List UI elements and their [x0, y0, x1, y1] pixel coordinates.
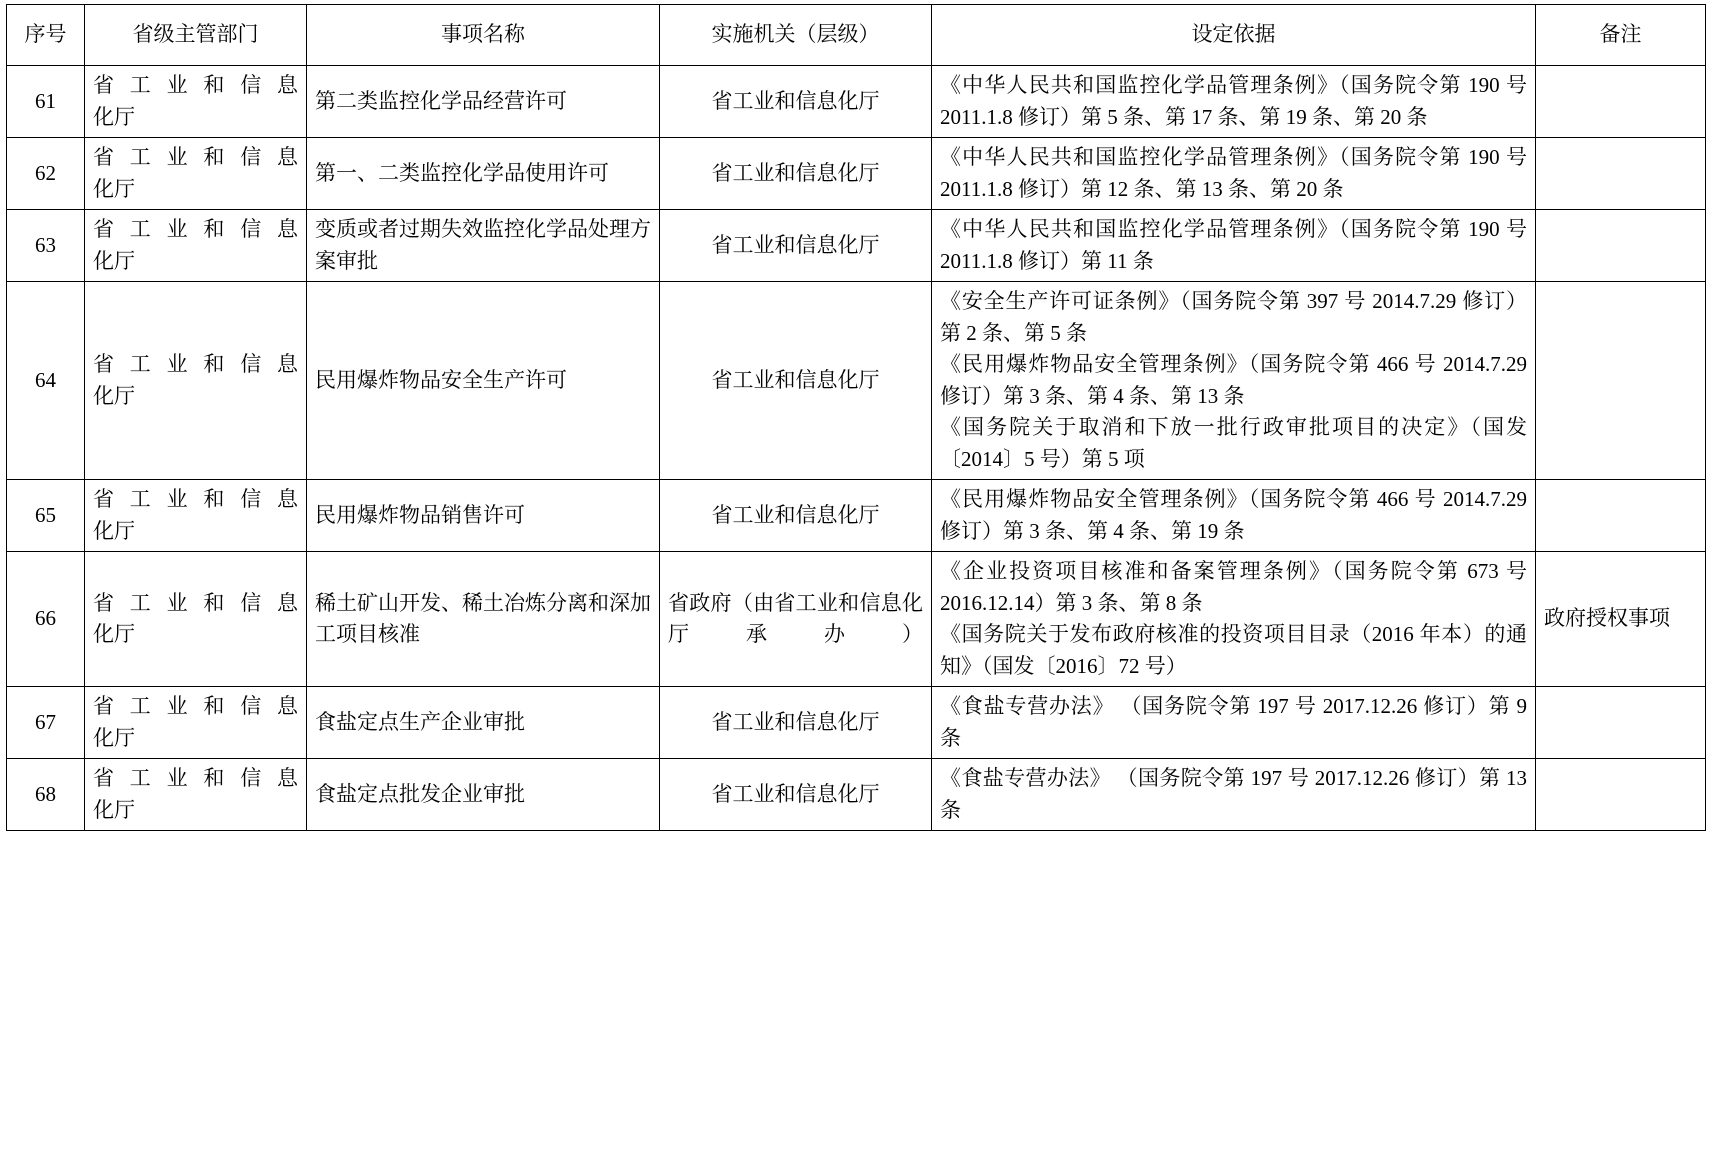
basis-paragraph: 《安全生产许可证条例》（国务院令第 397 号 2014.7.29 修订）第 2 条、第 5 条 [940, 289, 1527, 345]
cell-item-name: 第一、二类监控化学品使用许可 [307, 138, 660, 210]
cell-basis [932, 687, 1536, 759]
cell-agency: 省工业和信息化厅 [660, 210, 932, 282]
cell-basis [932, 210, 1536, 282]
dept-line-2: 化厅 [93, 797, 135, 822]
basis-paragraph: 《食盐专营办法》 （国务院令第 197 号 2017.12.26 修订）第 13 条 [940, 766, 1527, 822]
cell-remark [1536, 210, 1706, 282]
basis-paragraph: 《民用爆炸物品安全管理条例》（国务院令第 466 号 2014.7.29 修订）第 3 条、第 4 条、第 13 条 [940, 352, 1527, 408]
column-header-agency: 实施机关（层级） [660, 5, 932, 66]
cell-department [85, 210, 307, 282]
cell-item-name: 变质或者过期失效监控化学品处理方案审批 [307, 210, 660, 282]
cell-seq: 65 [7, 480, 85, 552]
cell-department [85, 138, 307, 210]
basis-paragraph: 《国务院关于取消和下放一批行政审批项目的决定》（国发〔2014〕5 号）第 5 项 [940, 415, 1527, 471]
administrative-items-table [6, 4, 1706, 831]
cell-remark [1536, 282, 1706, 480]
table-row [7, 210, 1706, 282]
basis-paragraph: 《中华人民共和国监控化学品管理条例》（国务院令第 190 号 2011.1.8 修订）第 12 条、第 13 条、第 20 条 [940, 145, 1527, 201]
cell-remark: 政府授权事项 [1536, 552, 1706, 687]
cell-item-name: 食盐定点批发企业审批 [307, 759, 660, 831]
table-row [7, 66, 1706, 138]
basis-paragraph: 《民用爆炸物品安全管理条例》（国务院令第 466 号 2014.7.29 修订）第 3 条、第 4 条、第 19 条 [940, 487, 1527, 543]
cell-agency: 省工业和信息化厅 [660, 480, 932, 552]
cell-item-name: 民用爆炸物品销售许可 [307, 480, 660, 552]
cell-basis [932, 138, 1536, 210]
dept-line-2: 化厅 [93, 248, 135, 273]
cell-agency: 省工业和信息化厅 [660, 138, 932, 210]
dept-line-1: 省工业和信息 [93, 766, 298, 790]
dept-line-1: 省工业和信息 [93, 217, 298, 241]
basis-paragraph: 《国务院关于发布政府核准的投资项目目录（2016 年本）的通知》（国发〔2016〕72 号） [940, 622, 1527, 678]
cell-item-name: 第二类监控化学品经营许可 [307, 66, 660, 138]
cell-department [85, 687, 307, 759]
table-row [7, 480, 1706, 552]
cell-seq: 64 [7, 282, 85, 480]
dept-line-2: 化厅 [93, 725, 135, 750]
dept-line-1: 省工业和信息 [93, 590, 298, 615]
table-header [7, 5, 1706, 66]
cell-department [85, 282, 307, 480]
cell-item-name: 民用爆炸物品安全生产许可 [307, 282, 660, 480]
column-header-seq: 序号 [7, 5, 85, 66]
cell-remark [1536, 66, 1706, 138]
basis-paragraph: 《食盐专营办法》 （国务院令第 197 号 2017.12.26 修订）第 9 条 [940, 694, 1527, 750]
dept-line-2: 化厅 [93, 104, 135, 129]
cell-remark [1536, 138, 1706, 210]
table-row [7, 687, 1706, 759]
cell-seq: 63 [7, 210, 85, 282]
dept-line-1: 省工业和信息 [93, 145, 298, 169]
column-header-department: 省级主管部门 [85, 5, 307, 66]
cell-basis [932, 66, 1536, 138]
dept-line-2: 化厅 [93, 622, 135, 646]
cell-seq: 67 [7, 687, 85, 759]
cell-remark [1536, 759, 1706, 831]
column-header-item-name: 事项名称 [307, 5, 660, 66]
table-row [7, 282, 1706, 480]
cell-basis [932, 282, 1536, 480]
basis-paragraph: 《中华人民共和国监控化学品管理条例》（国务院令第 190 号 2011.1.8 修订）第 5 条、第 17 条、第 19 条、第 20 条 [940, 73, 1527, 129]
cell-item-name: 稀土矿山开发、稀土冶炼分离和深加工项目核准 [307, 552, 660, 687]
cell-department [85, 480, 307, 552]
cell-agency: 省工业和信息化厅 [660, 282, 932, 480]
cell-seq: 62 [7, 138, 85, 210]
column-header-basis: 设定依据 [932, 5, 1536, 66]
cell-seq: 66 [7, 552, 85, 687]
basis-paragraph: 《企业投资项目核准和备案管理条例》（国务院令第 673 号 2016.12.14）第 3 条、第 8 条 [940, 559, 1527, 615]
cell-agency: 省工业和信息化厅 [660, 687, 932, 759]
dept-line-2: 化厅 [93, 176, 135, 201]
cell-department [85, 759, 307, 831]
dept-line-1: 省工业和信息 [93, 694, 298, 718]
cell-remark [1536, 480, 1706, 552]
cell-basis [932, 759, 1536, 831]
table-row [7, 759, 1706, 831]
dept-line-2: 化厅 [93, 518, 135, 543]
cell-item-name: 食盐定点生产企业审批 [307, 687, 660, 759]
cell-agency: 省工业和信息化厅 [660, 66, 932, 138]
table-row [7, 138, 1706, 210]
table-header-row [7, 5, 1706, 66]
cell-agency: 省政府（由省工业和信息化厅承办） [660, 552, 932, 687]
table-row [7, 552, 1706, 687]
cell-basis [932, 552, 1536, 687]
column-header-remark: 备注 [1536, 5, 1706, 66]
cell-seq: 68 [7, 759, 85, 831]
dept-line-1: 省工业和信息 [93, 73, 298, 97]
cell-seq: 61 [7, 66, 85, 138]
dept-line-1: 省工业和信息 [93, 352, 298, 376]
basis-paragraph: 《中华人民共和国监控化学品管理条例》（国务院令第 190 号 2011.1.8 修订）第 11 条 [940, 217, 1527, 273]
cell-basis [932, 480, 1536, 552]
cell-department [85, 66, 307, 138]
cell-remark [1536, 687, 1706, 759]
table-body [7, 66, 1706, 831]
cell-agency: 省工业和信息化厅 [660, 759, 932, 831]
dept-line-1: 省工业和信息 [93, 487, 298, 511]
cell-department [85, 552, 307, 687]
dept-line-2: 化厅 [93, 383, 135, 408]
